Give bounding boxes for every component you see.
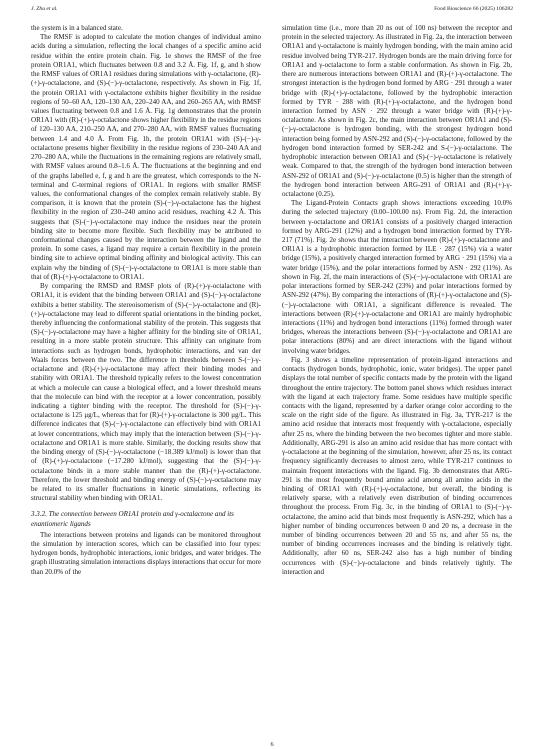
right-paragraph-1: simulation time (i.e., more than 20 ns out of 100 ns) between the receptor and protein in the selected trajectory. As illustrated in Fig. 2a, the interaction between OR1A1 and γ-octalactone is mainly hydrogen bonding, with the main amino acid residue involved being TYR-217. Hydrogen bonds are the main driving force for OR1A1 and γ-octalactone to form a stable conformation. As shown in Fig. 2b, there are numerous interactions between OR1A1 and (R)-(+)-γ-octalactone. The strongest interaction is the hydrogen bond formed by ARG · 291 through a water bridge with (R)-(+)-γ-octalactone, followed by the hydrophobic interaction formed by TYR · 288 with (R)-(+)-γ-octalactone, and the hydrogen bond interaction formed by ASN · 292 through a water bridge with (R)-(+)-γ-octalactone. As shown in Fig. 2c, the main interaction between OR1A1 and (S)-(−)-γ-octalactone is hydrogen bonding, with the strongest hydrogen bond interaction being formed by ASN-292 and (S)-(−)-γ-octalactone, followed by the hydrogen bond interaction formed by SER-242 and S-(−)-γ-octalactone. The hydrophobic interaction between OR1A1 and (S)-(−)-γ-octalactone is relatively weak. Compared to that, the strength of the hydrogen bond interaction between ASN-292 of OR1A1 and (S)-(−)-γ-octalactone (0.5) is higher than the strength of the hydrogen bond interaction between ARG-291 of OR1A1 and (R)-(+)-γ-octalactone (0.25). bbox=[282, 24, 512, 198]
left-paragraph-1: the system is in a balanced state. bbox=[31, 24, 123, 32]
running-header bbox=[31, 6, 513, 18]
left-paragraph-3: By comparing the RMSD and RMSF plots of (R)-(+)-γ-octalactone with OR1A1, it is evident that the binding between OR1A1 and (S)-(−)-γ-octalactone exhibits a better stability. The stereoisomerism of (S)-(−)-γ-octalactone and (R)-(+)-γ-octalactone may lead to different spatial orientations in the binding pocket, thereby influencing the conformational stability of the protein. This suggests that (S)-(−)-γ-octalactone may have a higher affinity for the binding site of OR1A1, resulting in a more stable protein structure. This affinity can originate from interactions such as hydrogen bonds, hydrophobic interactions, and van der Waals forces between the two. The difference in thresholds between S-(−)-γ-octalactone and (R)-(+)-γ-octalactone may affect their binding modes and stability with OR1A1. The threshold typically refers to the lowest concentration at which a molecule can cause a biological effect, and a lower threshold means that the molecule can bind with the receptor at a lower concentration, possibly indicating a tighter binding with the receptor. The threshold for (S)-(−)-γ-octalactone is 125 μg/L, whereas that for (R)-(+)-γ-octalactone is 300 μg/L. This difference indicates that (S)-(−)-γ-octalactone can effectively bind with OR1A1 at lower concentrations, which may imply that the interaction between (S)-(−)-γ-octalactone and OR1A1 is more stable. Similarly, the docking results show that the binding energy of (S)-(−)-γ-octalactone (−18.389 kJ/mol) is lower than that of (R)-(+)-γ-octalactone (−17.280 kJ/mol), suggesting that the (S)-(−)-γ-octalactone binds in a more stable manner than the (R)-(+)-γ-octalactone. Therefore, the lower threshold and binding energy of (S)-(−)-γ-octalactone may be related to its smaller fluctuations in kinetic simulations, reflecting its structural stability when binding with OR1A1. bbox=[31, 282, 261, 503]
section-heading: 3.3.2. The connection between OR1A1 protein and γ-octalactone and its enantiomeric ligands bbox=[31, 510, 234, 528]
header-authors: J. Zhu et al. bbox=[31, 6, 58, 12]
right-paragraph-2: The Ligand-Protein Contacts graph shows interactions exceeding 10.0% during the selected trajectory (0.00–100.00 ns). From Fig. 2d, the interaction between γ-octalactone and OR1A1 consists of a positively charged interaction formed by ARG-291 (12%) and a hydrogen bond interaction formed by TYR-217 (71%). Fig. 2e shows that the interaction between (R)-(+)-γ-octalactone and OR1A1 is a hydrophobic interaction formed by ILE · 287 (15%) via a water bridge (15%), a positively charged interaction formed by ARG · 291 (15%) via a water bridge (15%), and the polar interactions formed by ASN · 292 (11%). As shown in Fig. 2f, the main interactions of (S)-(−)-γ-octalactone with OR1A1 are polar interactions formed by SER-242 (23%) and polar interactions formed by ASN-292 (47%). By comparing the interactions of (R)-(+)-γ-octalactone and (S)-(−)-γ-octalactone with OR1A1, a significant difference is revealed. The interactions between (R)-(+)-γ-octalactone and OR1A1 are mainly hydrophobic interactions (11%) and hydrogen bond interactions (11%) formed through water bridges, whereas the interactions between (S)-(−)-γ-octalactone and OR1A1 are polar interactions (80%) and are direct interactions with the ligand without involving water bridges. bbox=[282, 199, 512, 355]
left-paragraph-4: The interactions between proteins and ligands can be monitored throughout the simulation by interaction scores, which can be classified into four types: hydrogen bonds, hydrophobic interactions, ionic bridges, and water bridges. The graph illustrating simulation interactions displays interactions that occur for more than 20.0% of the bbox=[31, 530, 261, 576]
left-column bbox=[31, 24, 261, 577]
left-paragraph-2: The RMSF is adopted to calculate the motion changes of individual amino acids during a simulation, reflecting the local changes of a specific amino acid residue within the entire protein chain. Fig. 1e shows the RMSF of the free protein OR1A1, which fluctuates between 0.8 and 3.2 Å. Fig. 1f, g, and h show the RMSF values of OR1A1 residues during simulations with γ-octalactone, (R)-(+)-γ-octalactone, and (S)-(−)-γ-octalactone, respectively. As shown in Fig. 1f, the protein OR1A1 with γ-octalactone exhibits higher flexibility in the residue regions of 50–60 AA, 120–130 AA, 220–240 AA, and 260–265 AA, with RMSF values fluctuating between 0.8 and 1.6 Å. Fig. 1g demonstrates that the protein OR1A1 with (R)-(+)-γ-octalactone shows higher flexibility in the residue regions of 120–130 AA, 210–250 AA, and 270–280 AA, with RMSF values fluctuating between 1.4 and 4.0 Å. From Fig. 1h, the protein OR1A1 with (S)-(−)-γ-octalactone presents higher flexibility in the residue regions of 230–240 AA and 270–280 AA, while the fluctuations in the remaining regions are relatively small, with RMSF values around 0.8–1.6 Å. The fluctuations at the beginning and end of the graphs labelled e, f, g and h are the greatest, which corresponds to the N-terminal and C-terminal regions of OR1A1. In regions with smaller RMSF values, the conformational changes of the complex remain relatively stable. By comparison, it is known that the protein (S)-(−)-γ-octalactone has the highest flexibility in the region of 230–240 amino acid residues, reaching 4.2 Å. This suggests that (S)-(−)-γ-octalactone may induce the residues near the protein binding site to become more flexible. Such flexibility may be attributed to conformational changes caused by the interaction between the ligand and the protein. In some cases, a ligand may require a certain flexibility in the protein binding site to achieve optimal binding affinity and biological activity. This can explain why the binding of (S)-(−)-γ-octalactone to OR1A1 is more stable than that of (R)-(+)-γ-octalactone to OR1A1. bbox=[31, 33, 261, 281]
header-journal: Food Bioscience 66 (2025) 106282 bbox=[434, 6, 513, 12]
page-number: 6 bbox=[270, 741, 274, 748]
right-column bbox=[282, 24, 512, 577]
right-paragraph-3: Fig. 3 shows a timeline representation of protein-ligand interactions and contacts (hydrogen bonds, hydrophobic, ionic, water bridges). The upper panel displays the total number of specific contacts made by the protein with the ligand throughout the entire trajectory. The bottom panel shows which residues interact with the ligand at each trajectory frame. Some residues have multiple specific contacts with the ligand, represented by a darker orange color according to the scale on the right side of the figure. As illustrated in Fig. 3a, TYR-217 is the amino acid residue that interacts most frequently with γ-octalactone, especially after 25 ns, where the binding between the two becomes tighter and more stable. Additionally, ARG-291 is also an amino acid residue that has more contact with γ-octalactone at the beginning of the simulation, however, after 25 ns, its contact frequency significantly decreases to almost zero, while TYR-217 continues to maintain frequent interactions with the ligand. Fig. 3b demonstrates that ARG-291 is the most frequently bound amino acid among all amino acids in the binding of OR1A1 with (R)-(+)-γ-octalactone, but overall, the binding is relatively sparse, with a relatively even distribution of binding occurrences throughout the process. From Fig. 3c, in the binding of OR1A1 to (S)-(−)-γ-octalactone, the amino acid that binds most frequently is ASN-292, which has a higher number of binding occurrences between 0 and 20 ns, a decrease in the number of binding occurrences between 20 and 55 ns, and after 55 ns, the number of binding occurrences increases and the binding is relatively tight. Additionally, after 60 ns, SER-242 also has a high number of binding occurrences with (S)-(−)-γ-octalactone and binds relatively tightly. The interaction and bbox=[282, 355, 512, 576]
